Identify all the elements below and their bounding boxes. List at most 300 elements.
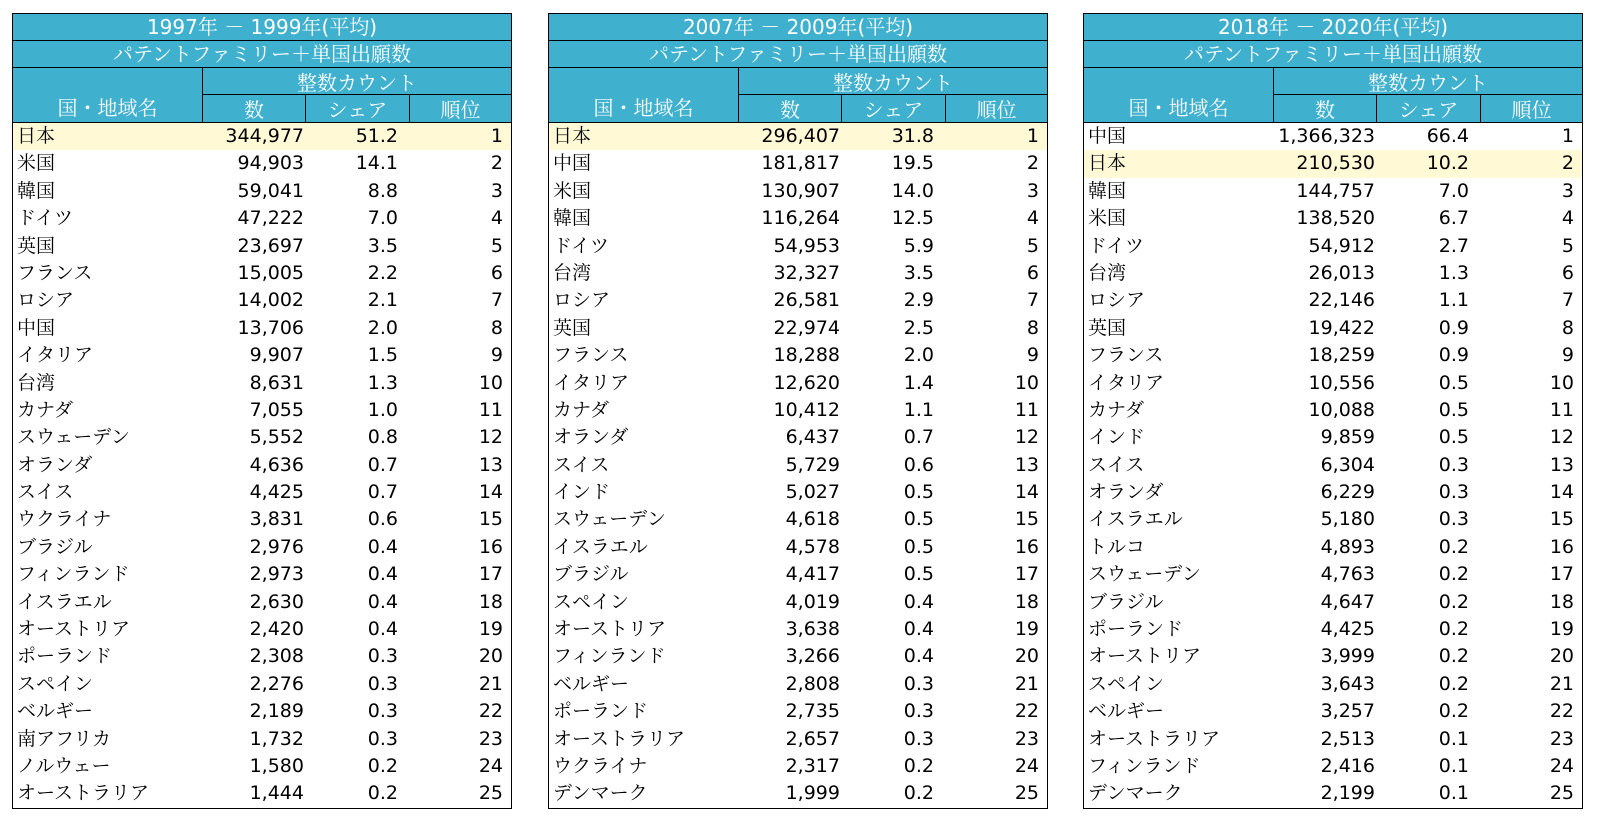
rank-cell: 3 bbox=[1026, 179, 1039, 202]
number-cell: 1,366,323 bbox=[1278, 125, 1375, 147]
share-cell: 2.7 bbox=[1438, 234, 1469, 257]
rank-cell: 21 bbox=[478, 672, 503, 695]
table-row bbox=[549, 260, 1047, 287]
number-cell: 1,444 bbox=[249, 782, 304, 805]
share-cell: 51.2 bbox=[355, 125, 398, 147]
rank-cell: 1 bbox=[490, 125, 503, 147]
rank-cell: 18 bbox=[1014, 590, 1039, 613]
rank-cell: 14 bbox=[1014, 481, 1039, 504]
country-name-cell: イタリア bbox=[1088, 371, 1165, 394]
share-cell: 0.3 bbox=[903, 727, 934, 750]
number-column-header: 数 bbox=[203, 95, 306, 122]
share-cell: 0.2 bbox=[367, 782, 398, 805]
rank-cell: 23 bbox=[1549, 727, 1574, 750]
share-cell: 1.1 bbox=[903, 398, 934, 421]
rank-cell: 18 bbox=[1549, 590, 1574, 613]
share-cell: 0.2 bbox=[367, 754, 398, 777]
share-cell: 0.5 bbox=[903, 535, 934, 558]
rank-cell: 2 bbox=[490, 152, 503, 175]
table-row bbox=[1084, 123, 1582, 150]
share-cell: 0.5 bbox=[1438, 426, 1469, 449]
share-cell: 1.5 bbox=[367, 344, 398, 367]
number-cell: 18,259 bbox=[1308, 344, 1375, 367]
country-name-cell: ベルギー bbox=[553, 672, 630, 695]
share-cell: 0.4 bbox=[367, 590, 398, 613]
rank-cell: 24 bbox=[1014, 754, 1039, 777]
share-cell: 0.3 bbox=[1438, 481, 1469, 504]
number-cell: 4,618 bbox=[785, 508, 840, 531]
country-name-cell: ノルウェー bbox=[17, 754, 111, 777]
share-cell: 14.1 bbox=[355, 152, 398, 175]
number-cell: 1,999 bbox=[785, 782, 840, 805]
country-name-cell: ベルギー bbox=[17, 700, 94, 723]
country-name-cell: フランス bbox=[17, 261, 93, 284]
country-name-cell: トルコ bbox=[1088, 535, 1146, 558]
table-row bbox=[13, 178, 511, 205]
country-name-cell: 米国 bbox=[1088, 207, 1127, 230]
country-name-cell: フィンランド bbox=[553, 645, 666, 668]
rank-cell: 5 bbox=[490, 234, 503, 257]
table-row bbox=[1084, 780, 1582, 807]
country-name-cell: ロシア bbox=[1088, 289, 1146, 312]
share-cell: 0.4 bbox=[903, 590, 934, 613]
country-name-cell: カナダ bbox=[1088, 398, 1145, 421]
rank-cell: 16 bbox=[1014, 535, 1039, 558]
share-cell: 0.2 bbox=[1438, 618, 1469, 641]
share-cell: 0.4 bbox=[903, 618, 934, 641]
table-row bbox=[13, 233, 511, 260]
country-name-cell: 台湾 bbox=[17, 371, 56, 394]
table-row bbox=[1084, 205, 1582, 232]
count-group-header: 整数カウント bbox=[203, 68, 511, 95]
rank-cell: 22 bbox=[1549, 700, 1574, 723]
share-cell: 2.9 bbox=[903, 289, 934, 312]
table-row bbox=[13, 287, 511, 314]
country-name-cell: スペイン bbox=[553, 590, 630, 613]
share-cell: 0.6 bbox=[903, 453, 934, 476]
table-row bbox=[549, 424, 1047, 451]
share-cell: 66.4 bbox=[1426, 125, 1469, 147]
share-cell: 0.1 bbox=[1438, 727, 1469, 750]
country-name-cell: ブラジル bbox=[1088, 590, 1164, 613]
country-name-cell: イスラエル bbox=[17, 590, 112, 613]
number-column-header: 数 bbox=[739, 95, 842, 122]
country-name-cell: イタリア bbox=[17, 344, 94, 367]
share-cell: 0.5 bbox=[1438, 371, 1469, 394]
rank-cell: 19 bbox=[1549, 618, 1574, 641]
rank-cell: 12 bbox=[478, 426, 503, 449]
table-row bbox=[1084, 150, 1582, 177]
share-cell: 1.4 bbox=[903, 371, 934, 394]
rank-cell: 11 bbox=[478, 398, 503, 421]
number-cell: 7,055 bbox=[249, 398, 304, 421]
country-name-cell: 米国 bbox=[17, 152, 56, 175]
rank-column-header: 順位 bbox=[1511, 98, 1552, 122]
share-cell: 0.7 bbox=[903, 426, 934, 449]
country-name-cell: 台湾 bbox=[1088, 261, 1127, 284]
rank-cell: 13 bbox=[478, 453, 503, 476]
share-cell: 3.5 bbox=[903, 261, 934, 284]
number-cell: 2,420 bbox=[249, 618, 304, 641]
number-cell: 3,257 bbox=[1320, 700, 1375, 723]
table-row bbox=[13, 205, 511, 232]
rank-cell: 11 bbox=[1014, 398, 1039, 421]
table-row bbox=[549, 561, 1047, 588]
number-cell: 116,264 bbox=[761, 207, 840, 230]
country-name-cell: 韓国 bbox=[1088, 179, 1127, 202]
rank-cell: 4 bbox=[1026, 207, 1039, 230]
table-row bbox=[13, 506, 511, 533]
rank-cell: 16 bbox=[1549, 535, 1574, 558]
country-name-cell: カナダ bbox=[553, 398, 610, 421]
rank-cell: 22 bbox=[478, 700, 503, 723]
share-cell: 31.8 bbox=[891, 125, 934, 147]
number-cell: 94,903 bbox=[237, 152, 304, 175]
country-name-cell: フィンランド bbox=[1088, 754, 1201, 777]
number-cell: 10,088 bbox=[1308, 398, 1375, 421]
share-cell: 0.3 bbox=[903, 672, 934, 695]
rank-cell: 20 bbox=[1549, 645, 1574, 668]
share-cell: 0.2 bbox=[1438, 590, 1469, 613]
country-name-cell: 日本 bbox=[1088, 152, 1127, 175]
rank-cell: 18 bbox=[478, 590, 503, 613]
column-headers bbox=[1084, 68, 1582, 123]
country-name-cell: オーストラリア bbox=[17, 782, 150, 805]
number-cell: 138,520 bbox=[1296, 207, 1375, 230]
table-row bbox=[13, 534, 511, 561]
number-cell: 4,647 bbox=[1320, 590, 1375, 613]
country-name-cell: スイス bbox=[1088, 453, 1145, 476]
table-row bbox=[549, 780, 1047, 807]
table-row bbox=[1084, 233, 1582, 260]
country-name-cell: デンマーク bbox=[553, 782, 648, 805]
share-cell: 12.5 bbox=[891, 207, 934, 230]
share-cell: 0.3 bbox=[1438, 453, 1469, 476]
number-cell: 54,953 bbox=[773, 234, 840, 257]
number-cell: 4,893 bbox=[1320, 535, 1375, 558]
number-cell: 26,013 bbox=[1308, 261, 1375, 284]
country-name-cell: ドイツ bbox=[1088, 234, 1145, 257]
country-column-header: 国・地域名 bbox=[13, 68, 203, 122]
number-cell: 23,697 bbox=[237, 234, 304, 257]
table-row bbox=[549, 342, 1047, 369]
number-cell: 5,180 bbox=[1320, 508, 1375, 531]
table-row bbox=[1084, 342, 1582, 369]
country-name-cell: 韓国 bbox=[553, 207, 592, 230]
table-row bbox=[13, 397, 511, 424]
rank-cell: 13 bbox=[1549, 453, 1574, 476]
table-row bbox=[1084, 397, 1582, 424]
table-row bbox=[1084, 424, 1582, 451]
country-name-cell: イタリア bbox=[553, 371, 630, 394]
table-row bbox=[1084, 698, 1582, 725]
share-cell: 0.5 bbox=[903, 508, 934, 531]
rank-cell: 12 bbox=[1549, 426, 1574, 449]
rank-cell: 25 bbox=[1014, 782, 1039, 805]
number-cell: 5,729 bbox=[785, 453, 840, 476]
table-row bbox=[549, 205, 1047, 232]
share-cell: 0.2 bbox=[1438, 672, 1469, 695]
rank-cell: 16 bbox=[478, 535, 503, 558]
country-name-cell: フランス bbox=[1088, 344, 1164, 367]
table-row bbox=[13, 698, 511, 725]
table-row bbox=[1084, 589, 1582, 616]
column-headers bbox=[13, 68, 511, 123]
share-cell: 14.0 bbox=[891, 179, 934, 202]
table-row bbox=[549, 698, 1047, 725]
share-cell: 0.3 bbox=[903, 700, 934, 723]
country-name-cell: スウェーデン bbox=[1088, 563, 1201, 586]
table-row bbox=[549, 370, 1047, 397]
number-cell: 18,288 bbox=[773, 344, 840, 367]
table-row bbox=[549, 616, 1047, 643]
country-name-cell: インド bbox=[1088, 426, 1146, 449]
share-cell: 0.2 bbox=[903, 754, 934, 777]
number-cell: 1,580 bbox=[249, 754, 304, 777]
country-name-cell: ポーランド bbox=[1088, 618, 1184, 641]
number-cell: 296,407 bbox=[761, 125, 840, 147]
share-cell: 0.4 bbox=[367, 535, 398, 558]
rank-cell: 10 bbox=[1549, 371, 1574, 394]
table-row bbox=[549, 233, 1047, 260]
share-cell: 0.3 bbox=[367, 700, 398, 723]
table-row bbox=[13, 561, 511, 588]
period-header: 2018年 － 2020年(平均) bbox=[1084, 14, 1582, 41]
number-cell: 130,907 bbox=[761, 179, 840, 202]
number-cell: 59,041 bbox=[237, 179, 304, 202]
rank-column-header: 順位 bbox=[976, 98, 1017, 122]
patent-table-2018-2020 bbox=[1083, 13, 1583, 809]
number-cell: 22,974 bbox=[773, 316, 840, 339]
country-name-cell: オーストラリア bbox=[553, 727, 686, 750]
table-row bbox=[13, 452, 511, 479]
rank-cell: 3 bbox=[1561, 179, 1574, 202]
country-name-cell: 英国 bbox=[1088, 316, 1127, 339]
share-cell: 2.1 bbox=[367, 289, 398, 312]
table-row bbox=[13, 753, 511, 780]
number-cell: 2,416 bbox=[1320, 754, 1375, 777]
rank-cell: 24 bbox=[478, 754, 503, 777]
rank-cell: 22 bbox=[1014, 700, 1039, 723]
table-row bbox=[549, 452, 1047, 479]
number-cell: 2,189 bbox=[249, 700, 304, 723]
table-row bbox=[549, 150, 1047, 177]
number-cell: 2,657 bbox=[785, 727, 840, 750]
country-name-cell: 台湾 bbox=[553, 261, 592, 284]
rank-cell: 9 bbox=[490, 344, 503, 367]
rank-cell: 6 bbox=[1561, 261, 1574, 284]
table-row bbox=[549, 506, 1047, 533]
table-row bbox=[1084, 506, 1582, 533]
rank-cell: 7 bbox=[1026, 289, 1039, 312]
number-cell: 2,199 bbox=[1320, 782, 1375, 805]
country-name-cell: 日本 bbox=[553, 125, 592, 147]
rank-cell: 20 bbox=[478, 645, 503, 668]
rank-cell: 1 bbox=[1561, 125, 1574, 147]
country-name-cell: スペイン bbox=[1088, 672, 1165, 695]
table-row bbox=[13, 150, 511, 177]
table-row bbox=[1084, 561, 1582, 588]
table-row bbox=[13, 370, 511, 397]
table-row bbox=[13, 643, 511, 670]
table-row bbox=[549, 397, 1047, 424]
table-row bbox=[1084, 643, 1582, 670]
share-cell: 7.0 bbox=[367, 207, 398, 230]
number-cell: 3,643 bbox=[1320, 672, 1375, 695]
rank-cell: 9 bbox=[1026, 344, 1039, 367]
country-name-cell: オーストリア bbox=[1088, 645, 1202, 668]
rank-cell: 13 bbox=[1014, 453, 1039, 476]
rank-cell: 21 bbox=[1014, 672, 1039, 695]
number-cell: 1,732 bbox=[249, 727, 304, 750]
number-cell: 4,425 bbox=[249, 481, 304, 504]
number-cell: 14,002 bbox=[237, 289, 304, 312]
number-cell: 26,581 bbox=[773, 289, 840, 312]
country-name-cell: 韓国 bbox=[17, 179, 56, 202]
number-cell: 22,146 bbox=[1308, 289, 1375, 312]
share-column-header: シェア bbox=[842, 95, 946, 122]
number-cell: 47,222 bbox=[237, 207, 304, 230]
number-cell: 181,817 bbox=[761, 152, 840, 175]
country-name-cell: 英国 bbox=[17, 234, 56, 257]
share-cell: 3.5 bbox=[367, 234, 398, 257]
number-cell: 2,513 bbox=[1320, 727, 1375, 750]
table-row bbox=[1084, 479, 1582, 506]
table-row bbox=[13, 780, 511, 807]
table-row bbox=[1084, 452, 1582, 479]
rank-cell: 25 bbox=[1549, 782, 1574, 805]
table-row bbox=[549, 753, 1047, 780]
number-cell: 144,757 bbox=[1296, 179, 1375, 202]
number-cell: 10,556 bbox=[1308, 371, 1375, 394]
rank-cell: 2 bbox=[1561, 152, 1574, 175]
number-cell: 2,276 bbox=[249, 672, 304, 695]
country-name-cell: スウェーデン bbox=[17, 426, 130, 449]
table-row bbox=[13, 424, 511, 451]
country-name-cell: 中国 bbox=[17, 316, 56, 339]
rank-cell: 8 bbox=[1026, 316, 1039, 339]
table-row bbox=[13, 589, 511, 616]
number-cell: 2,808 bbox=[785, 672, 840, 695]
table-row bbox=[1084, 753, 1582, 780]
rank-cell: 5 bbox=[1561, 234, 1574, 257]
table-row bbox=[1084, 315, 1582, 342]
subtitle-header: パテントファミリー＋単国出願数 bbox=[1084, 41, 1582, 68]
period-header: 1997年 － 1999年(平均) bbox=[13, 14, 511, 41]
rank-cell: 12 bbox=[1014, 426, 1039, 449]
country-name-cell: オランダ bbox=[1088, 481, 1164, 504]
share-cell: 0.8 bbox=[367, 426, 398, 449]
table-row bbox=[1084, 726, 1582, 753]
number-cell: 10,412 bbox=[773, 398, 840, 421]
table-row bbox=[549, 178, 1047, 205]
rank-cell: 1 bbox=[1026, 125, 1039, 147]
country-name-cell: ウクライナ bbox=[553, 754, 648, 777]
share-cell: 2.0 bbox=[903, 344, 934, 367]
number-cell: 6,437 bbox=[785, 426, 840, 449]
country-name-cell: フランス bbox=[553, 344, 629, 367]
rank-cell: 14 bbox=[1549, 481, 1574, 504]
share-cell: 19.5 bbox=[891, 152, 934, 175]
country-name-cell: スペイン bbox=[17, 672, 94, 695]
table-row bbox=[549, 534, 1047, 561]
country-name-cell: デンマーク bbox=[1088, 782, 1183, 805]
number-cell: 4,763 bbox=[1320, 563, 1375, 586]
table-row bbox=[13, 260, 511, 287]
share-cell: 0.3 bbox=[367, 672, 398, 695]
share-cell: 0.3 bbox=[1438, 508, 1469, 531]
number-cell: 12,620 bbox=[773, 371, 840, 394]
share-cell: 0.4 bbox=[903, 645, 934, 668]
number-cell: 4,417 bbox=[785, 563, 840, 586]
share-column-header: シェア bbox=[306, 95, 410, 122]
share-cell: 0.9 bbox=[1438, 316, 1469, 339]
number-cell: 210,530 bbox=[1296, 152, 1375, 175]
country-name-cell: カナダ bbox=[17, 398, 74, 421]
number-cell: 6,304 bbox=[1320, 453, 1375, 476]
table-row bbox=[1084, 671, 1582, 698]
country-name-cell: オーストリア bbox=[17, 618, 131, 641]
number-cell: 15,005 bbox=[237, 261, 304, 284]
share-cell: 0.7 bbox=[367, 453, 398, 476]
share-cell: 1.1 bbox=[1438, 289, 1469, 312]
number-cell: 2,308 bbox=[249, 645, 304, 668]
share-cell: 2.2 bbox=[367, 261, 398, 284]
number-cell: 2,630 bbox=[249, 590, 304, 613]
table-row bbox=[549, 479, 1047, 506]
share-cell: 0.9 bbox=[1438, 344, 1469, 367]
column-headers bbox=[549, 68, 1047, 123]
rank-cell: 17 bbox=[1549, 563, 1574, 586]
number-cell: 3,638 bbox=[785, 618, 840, 641]
country-name-cell: 南アフリカ bbox=[17, 727, 112, 750]
country-name-cell: 中国 bbox=[553, 152, 592, 175]
rank-cell: 10 bbox=[478, 371, 503, 394]
rank-cell: 14 bbox=[478, 481, 503, 504]
table-row bbox=[13, 616, 511, 643]
country-column-header: 国・地域名 bbox=[1084, 68, 1274, 122]
share-cell: 0.3 bbox=[367, 645, 398, 668]
number-cell: 3,831 bbox=[249, 508, 304, 531]
rank-cell: 15 bbox=[1549, 508, 1574, 531]
number-cell: 4,019 bbox=[785, 590, 840, 613]
number-cell: 6,229 bbox=[1320, 481, 1375, 504]
country-name-cell: 米国 bbox=[553, 179, 592, 202]
table-row bbox=[13, 671, 511, 698]
rank-cell: 23 bbox=[1014, 727, 1039, 750]
share-cell: 0.1 bbox=[1438, 782, 1469, 805]
rank-cell: 23 bbox=[478, 727, 503, 750]
number-cell: 9,907 bbox=[249, 344, 304, 367]
rank-cell: 4 bbox=[490, 207, 503, 230]
share-cell: 0.7 bbox=[367, 481, 398, 504]
country-name-cell: ドイツ bbox=[17, 207, 74, 230]
rank-cell: 19 bbox=[1014, 618, 1039, 641]
table-row bbox=[549, 643, 1047, 670]
country-name-cell: ブラジル bbox=[553, 563, 629, 586]
country-name-cell: ロシア bbox=[17, 289, 75, 312]
patent-table-2007-2009 bbox=[548, 13, 1048, 809]
number-cell: 344,977 bbox=[225, 125, 304, 147]
table-row bbox=[549, 589, 1047, 616]
rank-cell: 8 bbox=[490, 316, 503, 339]
share-cell: 0.4 bbox=[367, 618, 398, 641]
rank-cell: 11 bbox=[1549, 398, 1574, 421]
rank-cell: 7 bbox=[1561, 289, 1574, 312]
country-name-cell: 日本 bbox=[17, 125, 56, 147]
share-cell: 2.5 bbox=[903, 316, 934, 339]
number-cell: 8,631 bbox=[249, 371, 304, 394]
